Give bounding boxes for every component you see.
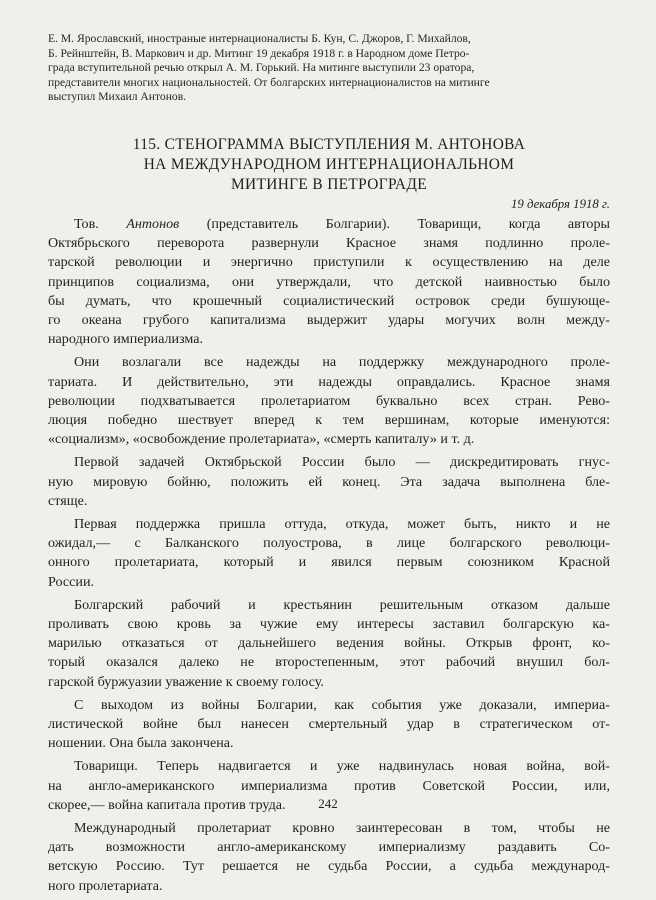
note-line: выступил Михаил Антонов. xyxy=(48,90,187,104)
title-line: 115. СТЕНОГРАММА ВЫСТУПЛЕНИЯ М. АНТОНОВА xyxy=(132,135,526,153)
paragraph-line: Международный пролетариат кровно заинтересован в том, чтобы не xyxy=(74,820,610,837)
paragraph-line: тариата. И действительно, эти надежды оправдались. Красное знамя xyxy=(48,373,610,390)
speaker-prefix: Тов. xyxy=(74,215,127,232)
note-line: града вступительной речью открыл А. М. Горький. На митинге выступили 23 оратора, xyxy=(48,61,475,75)
paragraph-line: народного империализма. xyxy=(48,331,204,348)
paragraph xyxy=(48,515,610,592)
paragraph-line: марилью отказаться от дальнейшего ведения войны. Открыв фронт, ко- xyxy=(48,635,610,652)
speech-body xyxy=(48,215,610,896)
page-content xyxy=(48,32,610,900)
paragraph-line: ветскую Россию. Тут решается не судьба России, а судьба международ- xyxy=(48,858,610,875)
speaker-name: Антонов xyxy=(126,215,180,232)
paragraph-line: тарской революции и энергично приступили к осуществлению на деле xyxy=(48,254,610,271)
paragraph-line: ную мировую бойню, положить ей конец. Эта задача выполнена бле- xyxy=(48,473,610,490)
introductory-note xyxy=(48,32,610,105)
paragraph-line: бы думать, что крошечный социалистический островок среди бушующе- xyxy=(48,292,610,309)
paragraph xyxy=(48,819,610,896)
paragraph-line: «социализм», «освобождение пролетариата», «смерть капиталу» и т. д. xyxy=(48,431,475,448)
paragraph-line: на англо-американского империализма против Советской России, или, xyxy=(48,777,610,794)
note-line: представители многих национальностей. От болгарских интернационалистов на митинге xyxy=(48,75,490,89)
paragraph-line: листической войне был нанесен смертельный удар в стратегическом от- xyxy=(48,716,610,733)
paragraph-line: онного пролетариата, который и явился первым союзником Красной xyxy=(48,554,610,571)
paragraph-line: Первая поддержка пришла оттуда, откуда, может быть, никто и не xyxy=(74,516,610,533)
paragraph-line: ожидал,— с Балканского полуострова, в лице болгарского революци- xyxy=(48,535,610,552)
paragraph-line: го океана грубого капитализма выдержит удары могучих волн между- xyxy=(48,311,610,328)
paragraph-line: Октябрьского переворота развернули Красное знамя подлинно проле- xyxy=(48,235,610,252)
paragraph-line: Болгарский рабочий и крестьянин решительным отказом дальше xyxy=(74,596,610,613)
paragraph xyxy=(48,453,610,511)
paragraph-line: Они возлагали все надежды на поддержку международного проле- xyxy=(74,354,610,371)
title-line: НА МЕЖДУНАРОДНОМ ИНТЕРНАЦИОНАЛЬНОМ xyxy=(143,155,515,173)
paragraph-line: России. xyxy=(48,573,95,590)
paragraph xyxy=(48,353,610,449)
paragraph-line: торый оказался далеко не второстепенным, этот рабочий внушил бол- xyxy=(48,654,610,671)
paragraph xyxy=(48,215,610,349)
paragraph-line: люция победно шествует вперед к тем вершинам, которые именуются: xyxy=(48,412,610,428)
line-rest: (представитель Болгарии). Товарищи, когда авторы xyxy=(179,215,610,232)
paragraph-line: революции подхватывается пролетариатом буквально всех стран. Рево- xyxy=(48,392,610,409)
document-title xyxy=(48,135,610,195)
paragraph-line: проливать свою кровь за чужие ему интересы заставил болгарскую ка- xyxy=(48,616,610,633)
note-line: Е. М. Ярославский, иностраные интернационалисты Б. Кун, С. Джоров, Г. Михайлов, xyxy=(48,32,471,45)
note-line: Б. Рейнштейн, В. Маркович и др. Митинг 19 декабря 1918 г. в Народном доме Петро- xyxy=(48,46,470,60)
paragraph-line: ного пролетариата. xyxy=(48,877,163,894)
page-number: 242 xyxy=(318,796,338,811)
paragraph-line: С выходом из войны Болгарии, как события уже доказали, империа- xyxy=(74,696,610,713)
paragraph-line: дать возможности англо-американскому империализму раздавить Со- xyxy=(48,839,610,856)
paragraph-line: Первой задачей Октябрьской России было — дискредитировать гнус- xyxy=(74,454,610,471)
paragraph-line: ношении. Она была закончена. xyxy=(48,735,234,752)
paragraph-line: скорее,— война капитала против труда. xyxy=(48,796,286,813)
speech-date: 19 декабря 1918 г. xyxy=(510,196,610,211)
paragraph xyxy=(48,696,610,754)
paragraph xyxy=(48,596,610,692)
paragraph-line xyxy=(48,215,610,234)
paragraph-line: принципов социализма, они утверждали, что детской наивностью было xyxy=(48,273,610,290)
paragraph-line: Товарищи. Теперь надвигается и уже надвинулась новая война, вой- xyxy=(74,758,610,775)
title-line: МИТИНГЕ В ПЕТРОГРАДЕ xyxy=(231,175,427,193)
paragraph-line: гарской буржуазии уважение к своему голосу. xyxy=(48,673,324,690)
paragraph-line: стяще. xyxy=(48,492,88,509)
